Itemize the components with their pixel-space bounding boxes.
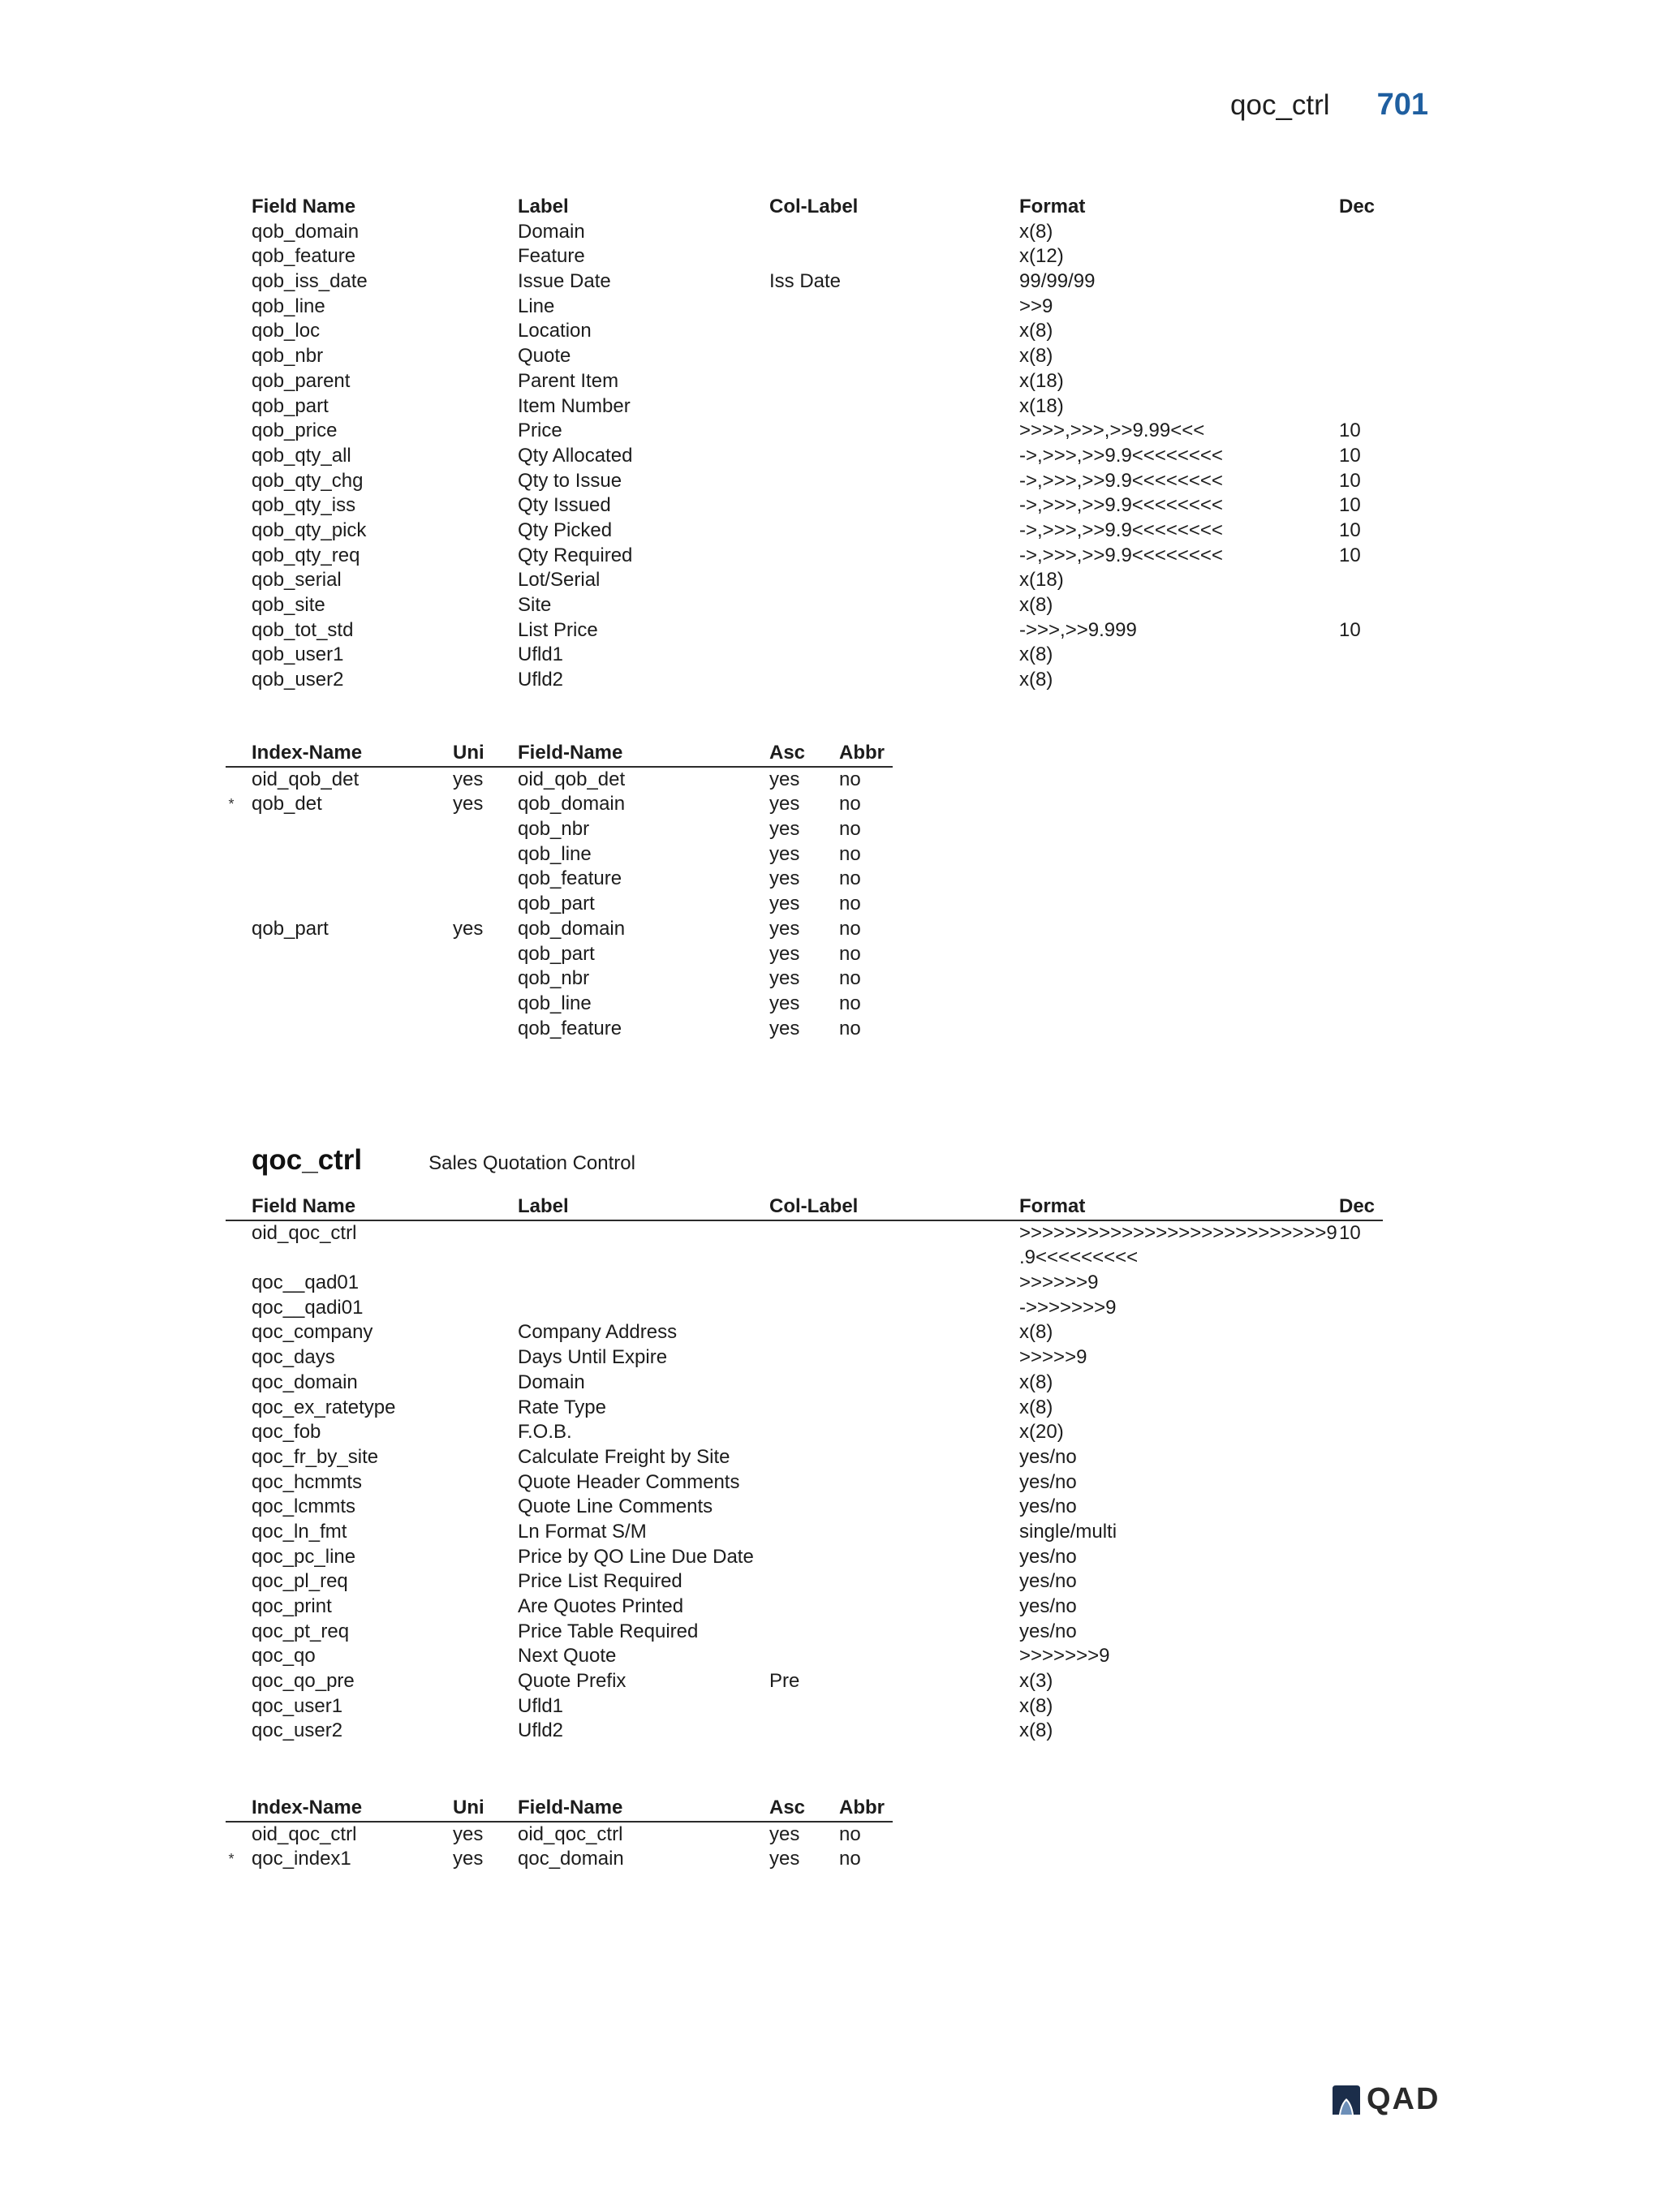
field-label: Days Until Expire [518, 1346, 668, 1369]
field-row [226, 1569, 1383, 1594]
field-label: Price Table Required [518, 1620, 699, 1642]
header-uni: Uni [453, 1797, 484, 1818]
qob-field-table [226, 195, 1383, 693]
field-label: Lot/Serial [518, 569, 601, 592]
field-format: x(18) [1019, 569, 1064, 592]
index-ascending: yes [769, 992, 800, 1014]
field-row [226, 1694, 1383, 1719]
field-row [226, 1320, 1383, 1345]
field-format: x(18) [1019, 394, 1064, 417]
field-label: Are Quotes Printed [518, 1595, 684, 1617]
field-row [226, 1495, 1383, 1520]
field-row [226, 344, 1383, 369]
field-name: qoc_company [252, 1321, 373, 1344]
field-label: Rate Type [518, 1396, 606, 1418]
field-label: Next Quote [518, 1645, 617, 1668]
index-row [226, 1017, 893, 1042]
field-label: Ufld2 [518, 669, 564, 691]
field-format: x(18) [1019, 369, 1064, 392]
index-ascending: yes [769, 942, 800, 965]
field-name: qoc_pl_req [252, 1570, 348, 1593]
field-name: qob_user2 [252, 669, 344, 691]
field-row [226, 1470, 1383, 1495]
field-label: Qty Allocated [518, 444, 633, 467]
field-row [226, 244, 1383, 269]
field-label: Quote Header Comments [518, 1470, 740, 1493]
field-dec: 10 [1339, 469, 1361, 492]
field-dec: 10 [1339, 519, 1361, 541]
field-label: Price by QO Line Due Date [518, 1545, 754, 1568]
field-name: qob_qty_req [252, 544, 360, 566]
header-uni: Uni [453, 742, 484, 764]
index-unique: yes [453, 793, 484, 816]
field-name: qoc_user2 [252, 1719, 343, 1742]
field-format: x(8) [1019, 345, 1053, 368]
index-field-name: oid_qob_det [518, 768, 626, 790]
index-abbreviated: no [839, 818, 861, 841]
field-name: qoc_qo [252, 1645, 316, 1668]
field-format: yes/no [1019, 1445, 1077, 1468]
index-row [226, 1823, 893, 1848]
field-format: x(8) [1019, 594, 1053, 616]
index-ascending: yes [769, 768, 800, 790]
field-format: >>9 [1019, 295, 1053, 317]
field-label: Price List Required [518, 1570, 682, 1593]
field-row [226, 269, 1383, 295]
field-format: ->,>>>,>>9.9<<<<<<<< [1019, 544, 1223, 566]
field-label: F.O.B. [518, 1421, 572, 1444]
field-label: Line [518, 295, 555, 317]
field-name: qoc__qad01 [252, 1272, 360, 1294]
index-row [226, 867, 893, 892]
field-row [226, 1520, 1383, 1545]
field-row [226, 1296, 1383, 1321]
field-row [226, 1719, 1383, 1744]
index-abbreviated: no [839, 893, 861, 915]
field-row [226, 1371, 1383, 1396]
field-label: Quote Line Comments [518, 1495, 713, 1518]
qad-logo-text: QAD [1367, 2082, 1440, 2116]
header-dec: Dec [1339, 1195, 1376, 1217]
index-name: oid_qoc_ctrl [252, 1823, 357, 1845]
field-row [226, 1271, 1383, 1296]
field-name: qob_line [252, 295, 325, 317]
index-field-name: qob_domain [518, 793, 626, 816]
field-row [226, 469, 1383, 494]
field-format: x(8) [1019, 1694, 1053, 1717]
field-format: x(8) [1019, 1321, 1053, 1344]
field-row [226, 668, 1383, 693]
field-name: qoc_fob [252, 1421, 321, 1444]
index-abbreviated: no [839, 768, 861, 790]
table-description: Sales Quotation Control [428, 1152, 635, 1174]
field-name: qob_qty_chg [252, 469, 364, 492]
header-index-name: Index-Name [252, 742, 363, 764]
header-asc: Asc [769, 742, 806, 764]
field-dec: 10 [1339, 544, 1361, 566]
index-ascending: yes [769, 1823, 800, 1845]
field-format: ->,>>>,>>9.9<<<<<<<< [1019, 519, 1223, 541]
field-label: Item Number [518, 394, 631, 417]
field-name: qob_site [252, 594, 325, 616]
index-ascending: yes [769, 917, 800, 940]
field-row [226, 1620, 1383, 1645]
field-label: Ufld2 [518, 1719, 564, 1742]
index-field-name: oid_qoc_ctrl [518, 1823, 623, 1845]
field-label: Ln Format S/M [518, 1520, 647, 1543]
field-name: qoc_lcmmts [252, 1495, 356, 1518]
field-row [226, 568, 1383, 593]
header-index-name: Index-Name [252, 1797, 363, 1818]
index-abbreviated: no [839, 967, 861, 990]
table-name-heading: qoc_ctrl [252, 1144, 363, 1176]
index-field-name: qob_part [518, 893, 595, 915]
field-row [226, 1345, 1383, 1371]
header-field-name: Field-Name [518, 1797, 623, 1818]
header-format: Format [1019, 1195, 1086, 1217]
field-label: Feature [518, 245, 585, 268]
index-unique: yes [453, 1823, 484, 1845]
field-name: qoc_days [252, 1346, 335, 1369]
index-row [226, 817, 893, 842]
header-label: Label [518, 196, 569, 217]
field-label: Qty to Issue [518, 469, 622, 492]
index-unique: yes [453, 1848, 484, 1870]
index-row [226, 1847, 893, 1872]
field-name: qoc_user1 [252, 1694, 343, 1717]
index-abbreviated: no [839, 992, 861, 1014]
field-row [226, 643, 1383, 668]
index-abbreviated: no [839, 842, 861, 865]
index-row [226, 992, 893, 1017]
index-name: qob_det [252, 793, 322, 816]
running-header-table-name: qoc_ctrl [1230, 89, 1330, 121]
field-name: qob_serial [252, 569, 342, 592]
field-label: Qty Required [518, 544, 633, 566]
header-asc: Asc [769, 1797, 806, 1818]
field-format: ->,>>>,>>9.9<<<<<<<< [1019, 494, 1223, 517]
field-format: single/multi [1019, 1520, 1117, 1543]
field-label: List Price [518, 618, 598, 641]
field-name: qoc_pt_req [252, 1620, 350, 1642]
field-name: qob_nbr [252, 345, 324, 368]
index-field-name: qob_line [518, 992, 592, 1014]
field-dec: 10 [1339, 1221, 1361, 1244]
field-format: >>>>>9 [1019, 1346, 1087, 1369]
field-dec: 10 [1339, 420, 1361, 442]
field-name: qoc_print [252, 1595, 332, 1617]
index-field-name: qob_domain [518, 917, 626, 940]
field-row [226, 295, 1383, 320]
qad-logo [1329, 2082, 1440, 2117]
index-row [226, 792, 893, 817]
index-row [226, 917, 893, 942]
index-abbreviated: no [839, 1848, 861, 1870]
page-number: 701 [1376, 88, 1428, 122]
field-format: yes/no [1019, 1495, 1077, 1518]
field-name: qob_parent [252, 369, 351, 392]
field-format: x(8) [1019, 320, 1053, 342]
field-format: >>>>>>>9 [1019, 1645, 1110, 1668]
index-unique: yes [453, 917, 484, 940]
header-field-name: Field Name [252, 1195, 356, 1217]
page-header [1136, 88, 1428, 136]
field-format: ->>>>>>>9 [1019, 1296, 1117, 1319]
field-row [226, 1594, 1383, 1620]
field-name: qoc_fr_by_site [252, 1445, 379, 1468]
index-name: oid_qob_det [252, 768, 360, 790]
qob-index-table [226, 741, 893, 1041]
primary-index-marker: * [228, 1851, 235, 1868]
field-name: qob_price [252, 420, 338, 442]
field-name: qob_qty_all [252, 444, 351, 467]
index-abbreviated: no [839, 1017, 861, 1039]
field-format: x(8) [1019, 643, 1053, 666]
field-name: qob_qty_pick [252, 519, 367, 541]
field-name: qob_feature [252, 245, 356, 268]
field-name: qob_qty_iss [252, 494, 356, 517]
index-header-row [226, 1796, 893, 1823]
field-label: Location [518, 320, 592, 342]
field-format: yes/no [1019, 1595, 1077, 1617]
field-format: x(8) [1019, 220, 1053, 243]
field-label: Site [518, 594, 552, 616]
index-abbreviated: no [839, 793, 861, 816]
field-row [226, 1420, 1383, 1445]
field-format: x(12) [1019, 245, 1064, 268]
index-field-name: qob_nbr [518, 818, 590, 841]
field-format: >>>>>>>>>>>>>>>>>>>>>>>>>>>9 [1019, 1221, 1337, 1244]
header-field-name: Field Name [252, 196, 356, 217]
field-name: qob_loc [252, 320, 321, 342]
field-label: Calculate Freight by Site [518, 1445, 730, 1468]
field-row [226, 369, 1383, 394]
index-abbreviated: no [839, 942, 861, 965]
field-name: qob_user1 [252, 643, 344, 666]
field-row [226, 1396, 1383, 1421]
index-row [226, 842, 893, 867]
header-abbr: Abbr [839, 1797, 885, 1818]
index-field-name: qob_part [518, 942, 595, 965]
index-ascending: yes [769, 818, 800, 841]
header-col-label: Col-Label [769, 1195, 859, 1217]
field-label: Parent Item [518, 369, 619, 392]
header-label: Label [518, 1195, 569, 1217]
index-field-name: qob_nbr [518, 967, 590, 990]
index-row [226, 768, 893, 793]
index-header-row [226, 741, 893, 768]
field-row [226, 1669, 1383, 1694]
field-format: 99/99/99 [1019, 270, 1096, 293]
field-name: qoc_ln_fmt [252, 1520, 347, 1543]
header-format: Format [1019, 196, 1086, 217]
field-row [226, 618, 1383, 643]
field-format: ->,>>>,>>9.9<<<<<<<< [1019, 444, 1223, 467]
field-name: qoc_hcmmts [252, 1470, 363, 1493]
field-format: yes/no [1019, 1545, 1077, 1568]
field-name: qob_iss_date [252, 270, 368, 293]
header-col-label: Col-Label [769, 196, 859, 217]
index-field-name: qob_feature [518, 1017, 622, 1039]
index-ascending: yes [769, 1848, 800, 1870]
field-name: oid_qoc_ctrl [252, 1221, 357, 1244]
field-format: ->,>>>,>>9.9<<<<<<<< [1019, 469, 1223, 492]
field-format: >>>>,>>>,>>9.99<<< [1019, 420, 1205, 442]
field-dec: 10 [1339, 494, 1361, 517]
field-label: Company Address [518, 1321, 678, 1344]
field-header-row [226, 1194, 1383, 1221]
field-label: Quote [518, 345, 571, 368]
qad-logo-icon [1329, 2084, 1362, 2116]
field-row [226, 593, 1383, 618]
field-row [226, 544, 1383, 569]
field-row-continuation [226, 1246, 1383, 1271]
field-dec: 10 [1339, 618, 1361, 641]
field-format: ->>>,>>9.999 [1019, 618, 1137, 641]
field-format: x(8) [1019, 1396, 1053, 1418]
field-label: Price [518, 420, 562, 442]
index-abbreviated: no [839, 867, 861, 890]
index-field-name: qoc_domain [518, 1848, 624, 1870]
index-row [226, 942, 893, 967]
field-row [226, 493, 1383, 519]
qoc-field-table [226, 1194, 1383, 1744]
field-row [226, 1221, 1383, 1246]
field-name: qob_domain [252, 220, 360, 243]
field-format: x(20) [1019, 1421, 1064, 1444]
index-row [226, 892, 893, 917]
field-row [226, 1644, 1383, 1669]
field-format: yes/no [1019, 1620, 1077, 1642]
header-dec: Dec [1339, 196, 1376, 217]
field-name: qoc_ex_ratetype [252, 1396, 396, 1418]
index-unique: yes [453, 768, 484, 790]
field-row [226, 519, 1383, 544]
field-dec: 10 [1339, 444, 1361, 467]
field-label: Quote Prefix [518, 1670, 626, 1693]
section-title [252, 1144, 635, 1177]
field-label: Ufld1 [518, 1694, 564, 1717]
index-name: qob_part [252, 917, 329, 940]
field-format: x(8) [1019, 1719, 1053, 1742]
index-name: qoc_index1 [252, 1848, 351, 1870]
field-row [226, 319, 1383, 344]
index-ascending: yes [769, 842, 800, 865]
field-format: x(3) [1019, 1670, 1053, 1693]
index-ascending: yes [769, 893, 800, 915]
primary-index-marker: * [228, 796, 235, 813]
field-name: qoc_qo_pre [252, 1670, 355, 1693]
index-ascending: yes [769, 867, 800, 890]
index-abbreviated: no [839, 1823, 861, 1845]
field-row [226, 1445, 1383, 1470]
index-abbreviated: no [839, 917, 861, 940]
field-col-label: Pre [769, 1670, 800, 1693]
header-abbr: Abbr [839, 742, 885, 764]
field-row [226, 220, 1383, 245]
field-row [226, 444, 1383, 469]
field-name: qoc_domain [252, 1371, 358, 1393]
field-col-label: Iss Date [769, 270, 842, 293]
field-format-continuation: .9<<<<<<<<< [1019, 1246, 1139, 1269]
field-name: qoc__qadi01 [252, 1296, 364, 1319]
index-field-name: qob_line [518, 842, 592, 865]
index-ascending: yes [769, 967, 800, 990]
field-name: qoc_pc_line [252, 1545, 356, 1568]
field-label: Issue Date [518, 270, 611, 293]
field-format: >>>>>>9 [1019, 1272, 1099, 1294]
header-field-name: Field-Name [518, 742, 623, 764]
index-ascending: yes [769, 1017, 800, 1039]
field-label: Domain [518, 220, 585, 243]
field-format: x(8) [1019, 669, 1053, 691]
field-label: Domain [518, 1371, 585, 1393]
field-label: Qty Issued [518, 494, 611, 517]
field-header-row [226, 195, 1383, 220]
field-row [226, 394, 1383, 420]
index-row [226, 966, 893, 992]
index-field-name: qob_feature [518, 867, 622, 890]
index-ascending: yes [769, 793, 800, 816]
field-format: yes/no [1019, 1570, 1077, 1593]
field-label: Ufld1 [518, 643, 564, 666]
field-label: Qty Picked [518, 519, 613, 541]
field-name: qob_part [252, 394, 329, 417]
field-format: yes/no [1019, 1470, 1077, 1493]
qoc-index-table [226, 1796, 893, 1872]
field-row [226, 419, 1383, 444]
field-row [226, 1545, 1383, 1570]
field-name: qob_tot_std [252, 618, 354, 641]
field-format: x(8) [1019, 1371, 1053, 1393]
